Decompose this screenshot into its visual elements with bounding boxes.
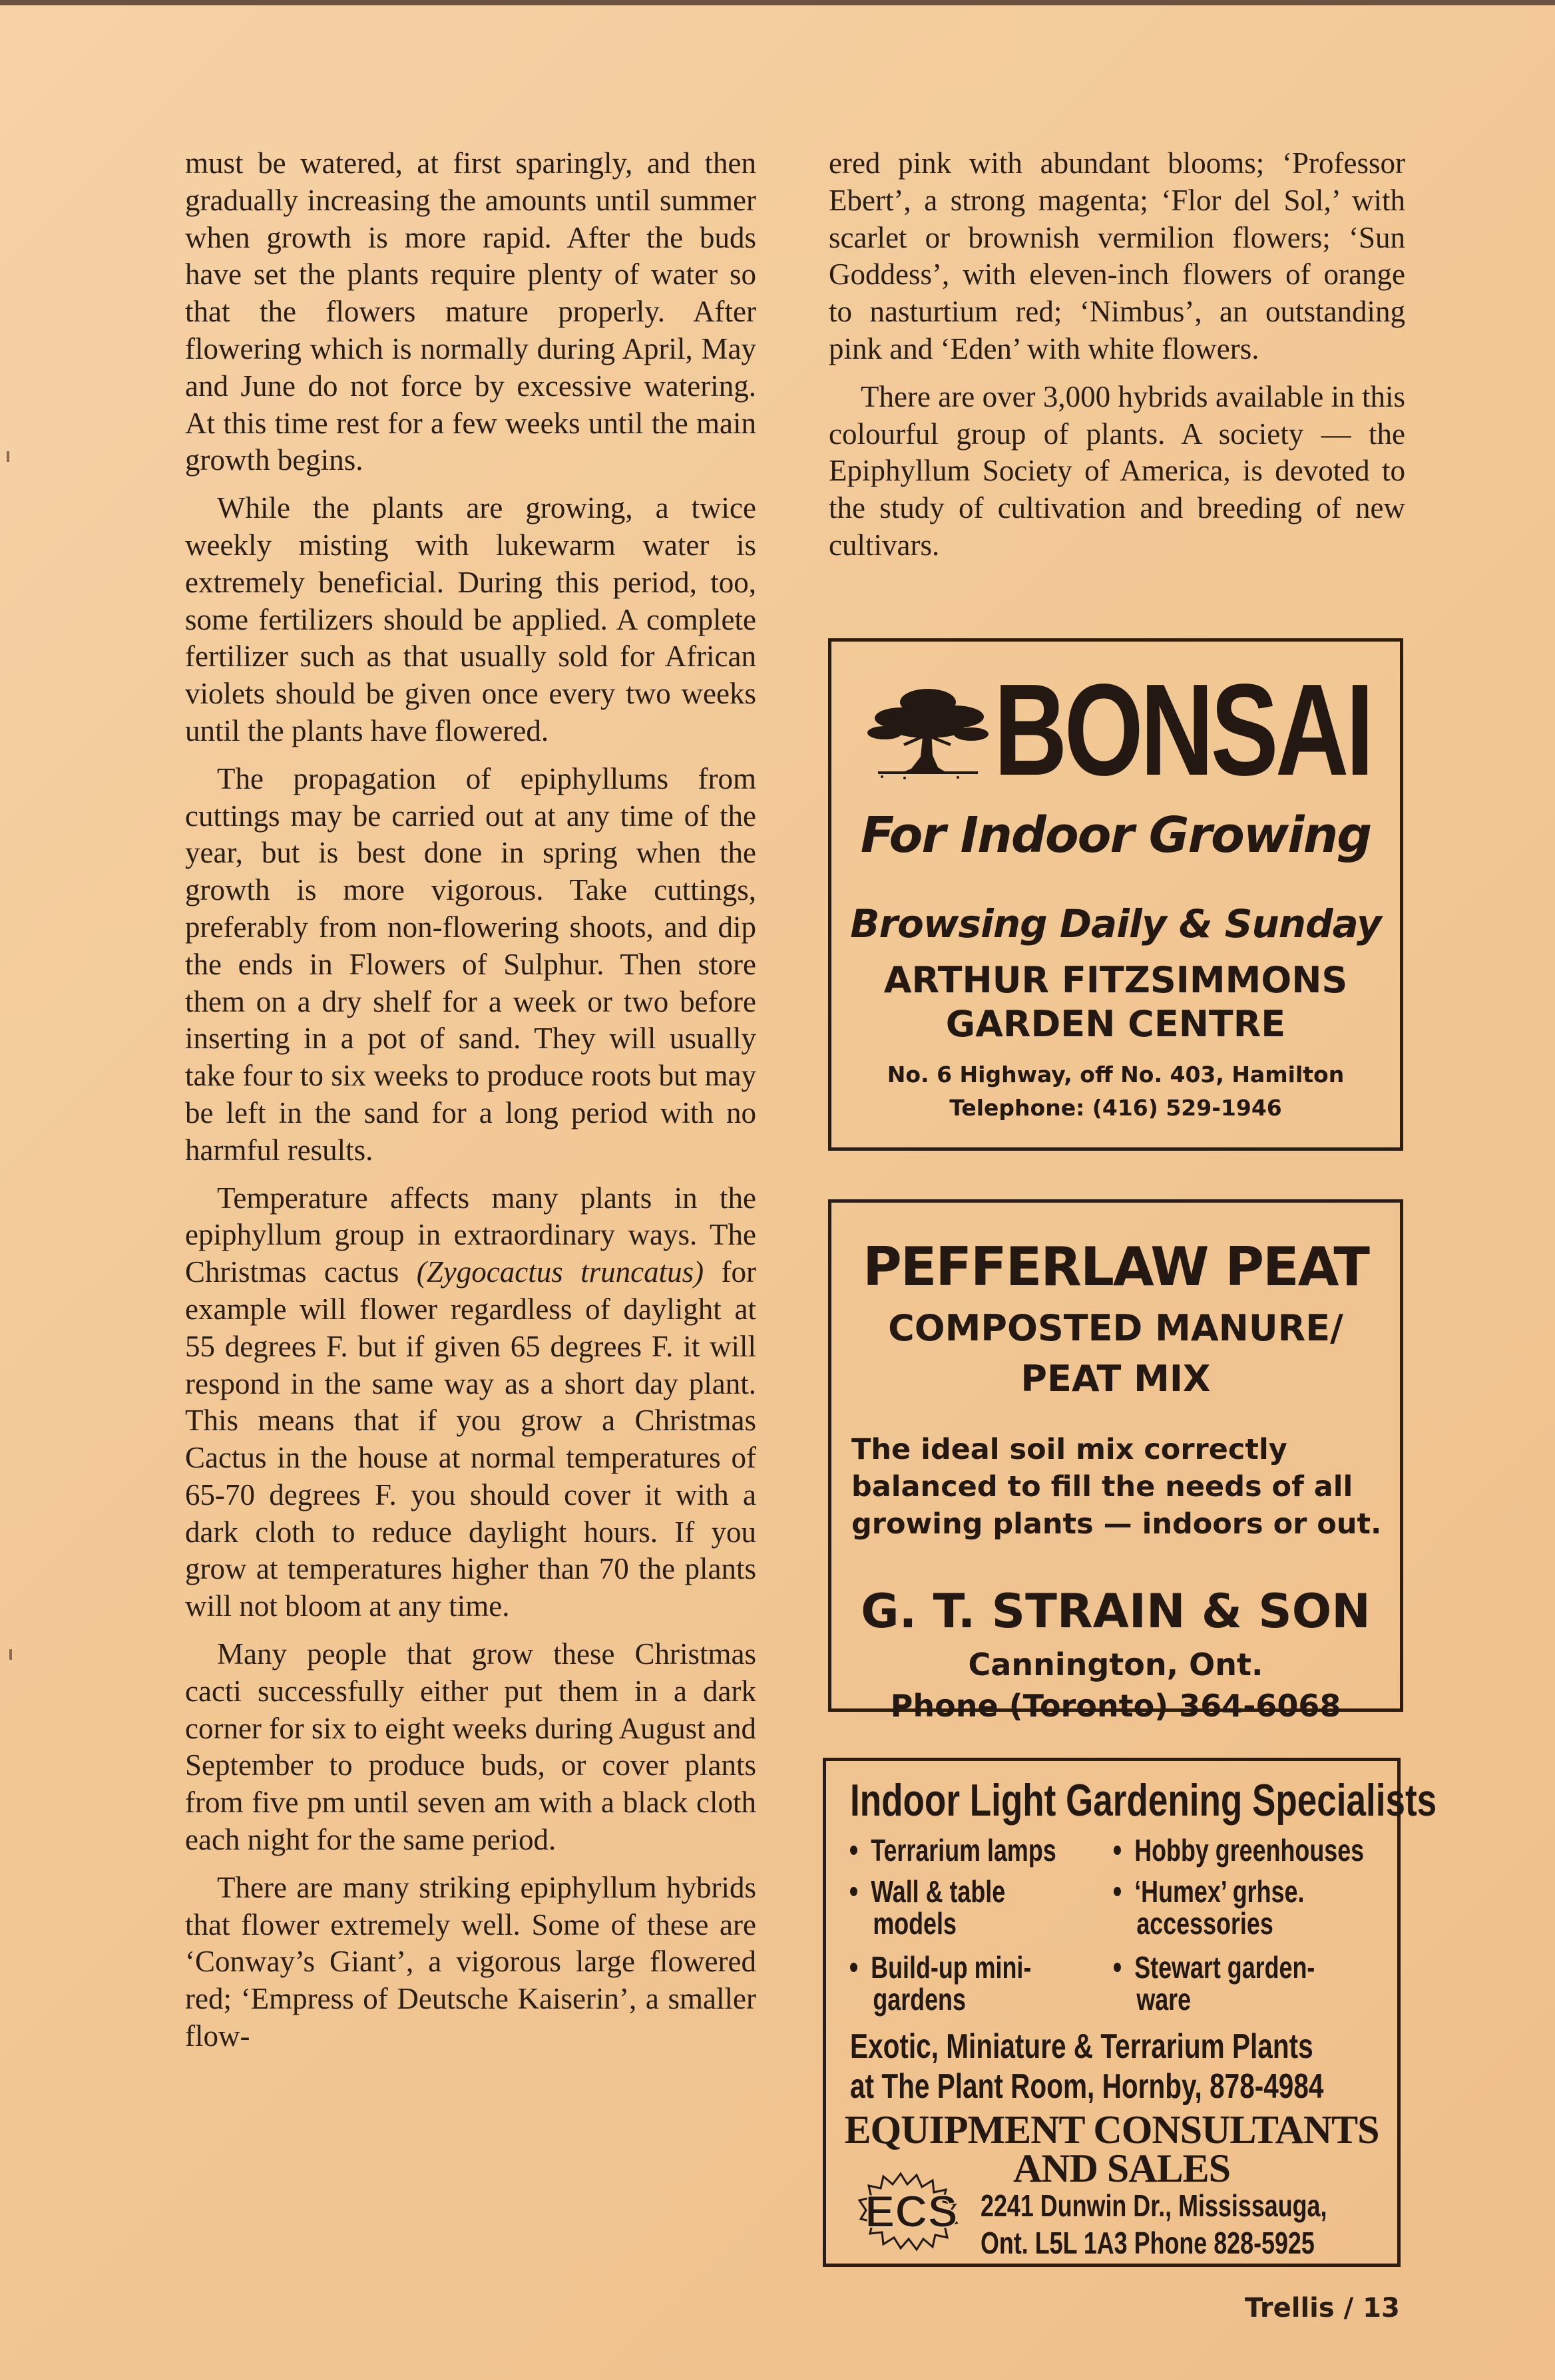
text-run: Temperature affects many plants in the epiphyllum group in extraordinary ways. The Christmas cactus: [185, 1181, 756, 1289]
article-paragraph-temperature: [185, 1180, 756, 1626]
bonsai-tree-icon: [865, 677, 991, 783]
equipment-heading: AND SALES: [1012, 2146, 1231, 2190]
pefferlaw-subtitle-line: PEAT MIX: [1020, 1358, 1211, 1400]
product-label-cont: gardens: [873, 1982, 966, 2017]
bonsai-business-name: [831, 958, 1400, 1046]
article-paragraph: must be watered, at first sparingly, and then gradually increasing the amounts until summer when growth is more rapid. After the buds have set the plants require plenty of water so that the flowers mature properly. After flowering which is normally during April, May and June do not force by excessive watering. At this time rest for a few weeks until the main growth begins.: [185, 146, 756, 477]
product-label: Terrarium lamps: [871, 1833, 1056, 1868]
bonsai-address: No. 6 Highway, off No. 403, Hamilton: [887, 1062, 1345, 1088]
product-list-item: [1114, 1876, 1304, 1939]
product-label-cont: accessories: [1136, 1906, 1273, 1941]
article-paragraph: There are many striking epiphyllum hybrids that flower extremely well. Some of these are ‘Conway’s Giant’, a vigorous large flowered red; ‘Empress of Deutsche Kaiserin’, a smaller flow-: [185, 1870, 756, 2053]
botanical-name: (Zygocactus truncatus): [416, 1255, 704, 1289]
ecs-address: Ont. L5L 1A3 Phone 828-5925: [981, 2226, 1315, 2260]
bullet-icon: [850, 1963, 857, 1972]
paper-speck: [7, 451, 9, 462]
product-label-cont: models: [873, 1906, 957, 1941]
article-right-column: [829, 145, 1405, 575]
pefferlaw-company: G. T. STRAIN & SON: [861, 1584, 1371, 1639]
article-paragraph: While the plants are growing, a twice weekly misting with lukewarm water is extremely beneficial. During this period, too, some fertilizers should be applied. A complete fertilizer such as that usually sold for African violets should be given once every two weeks until the plants have flowered.: [185, 491, 756, 747]
product-label: ‘Humex’ grhse.: [1134, 1874, 1305, 1909]
bonsai-tagline: For Indoor Growing: [860, 807, 1371, 864]
article-paragraph: ered pink with abundant blooms; ‘Professor Ebert’, a strong magenta; ‘Flor del Sol,’ with scarlet or brownish vermilion flowers; ‘Sun Goddess’, with eleven-inch flowers of orange to nasturtium red; ‘Nimbus’, an outstanding pink and ‘Eden’ with white flowers.: [829, 146, 1405, 365]
bullet-icon: [850, 1887, 857, 1896]
pefferlaw-title: PEFFERLAW PEAT: [863, 1236, 1369, 1298]
pefferlaw-subtitle-line: COMPOSTED MANURE/: [888, 1307, 1343, 1349]
pefferlaw-phone: Phone (Toronto) 364-6068: [890, 1688, 1341, 1724]
indoor-light-advertisement: [823, 1758, 1437, 2267]
article-paragraph: Many people that grow these Christmas cacti successfully either put them in a dark corner for six to eight weeks during August and September to produce buds, or cover plants from five pm until seven am with a black cloth each night for the same period.: [185, 1637, 756, 1857]
ecs-logo-text: ECS: [865, 2186, 958, 2237]
bullet-icon: [1114, 1887, 1121, 1896]
text-run: for example will flower regardless of daylight at 55 degrees F. but if given 65 degrees F. it will respond in the same way as a short day plant. This means that if you grow a Christmas Cactus in the house at normal temperatures of 65-70 degrees F. you should cover it with a dark cloth to reduce daylight hours. If you grow at temperatures higher than 70 the plants will not bloom at any time.: [185, 1255, 756, 1623]
article-left-column: [185, 145, 756, 2055]
bonsai-advertisement: [828, 638, 1403, 1151]
pefferlaw-description: The ideal soil mix correctly balanced to fill the needs of all growing plants — indoors or out.: [851, 1433, 1382, 1541]
bonsai-title: BONSAI: [994, 657, 1371, 803]
product-label: Stewart garden-: [1134, 1950, 1315, 1985]
product-list-item: [1114, 1834, 1364, 1866]
page-footer: Trellis / 13: [1245, 2293, 1400, 2323]
bullet-icon: [1114, 1846, 1121, 1855]
article-paragraph: The propagation of epiphyllums from cuttings may be carried out at any time of the year, but is best done in spring when the growth is more vigorous. Take cuttings, preferably from non-flowering shoots, and dip the ends in Flowers of Sulphur. Then store them on a dry shelf for a week or two before inserting in a pot of sand. They will usually take four to six weeks to produce roots but may be left in the sand for a long period with no harmful results.: [185, 761, 756, 1167]
plant-room-line: at The Plant Room, Hornby, 878-4984: [850, 2067, 1324, 2106]
product-label: Hobby greenhouses: [1134, 1833, 1365, 1868]
plant-room-line: Exotic, Miniature & Terrarium Plants: [850, 2027, 1313, 2066]
product-list-item: [850, 1951, 1031, 2015]
product-label: Build-up mini-: [871, 1950, 1032, 1985]
equipment-heading: EQUIPMENT CONSULTANTS: [844, 2108, 1379, 2152]
bonsai-name-line: ARTHUR FITZSIMMONS: [883, 959, 1348, 1001]
pefferlaw-peat-advertisement: [828, 1199, 1403, 1724]
pefferlaw-subtitle: [831, 1303, 1400, 1404]
product-list-item: [1114, 1951, 1315, 2015]
bonsai-phone: Telephone: (416) 529-1946: [949, 1095, 1282, 1121]
ecs-address: 2241 Dunwin Dr., Mississauga,: [981, 2188, 1327, 2223]
pefferlaw-location: Cannington, Ont.: [968, 1647, 1263, 1683]
pefferlaw-contact: [831, 1644, 1400, 1726]
bonsai-header: [831, 657, 1400, 803]
article-paragraph: There are over 3,000 hybrids available in this colourful group of plants. A society — the Epiphyllum Society of America, is devoted to the study of cultivation and breeding of new cultivars.: [829, 379, 1405, 562]
product-label: Wall & table: [871, 1874, 1006, 1909]
product-list-item: [850, 1876, 1005, 1939]
bonsai-hours: Browsing Daily & Sunday: [850, 901, 1381, 946]
bullet-icon: [1114, 1963, 1121, 1972]
bullet-icon: [850, 1846, 857, 1855]
ecs-logo-icon: [846, 2160, 979, 2260]
paper-speck: [9, 1649, 12, 1660]
product-label-cont: ware: [1136, 1982, 1192, 2017]
product-list-item: [850, 1834, 1056, 1866]
bonsai-name-line: GARDEN CENTRE: [945, 1003, 1286, 1045]
indoor-light-title: Indoor Light Gardening Specialists: [850, 1775, 1437, 1826]
bonsai-contact: [831, 1058, 1400, 1125]
